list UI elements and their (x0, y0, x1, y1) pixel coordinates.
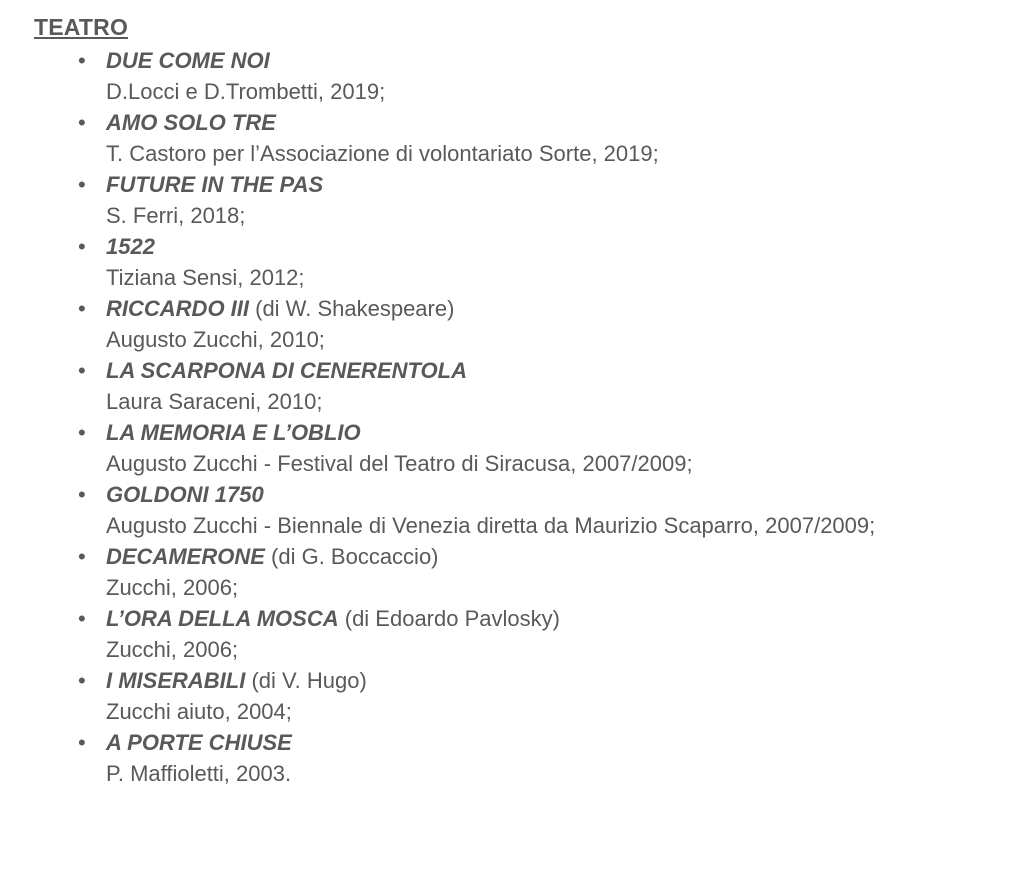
bullet-icon: • (78, 296, 86, 322)
bullet-icon: • (78, 730, 86, 756)
bullet-icon: • (78, 172, 86, 198)
entry-title-line (106, 45, 983, 76)
entry-work-title: A PORTE CHIUSE (106, 730, 292, 756)
list-item (64, 231, 983, 293)
bullet-icon: • (78, 358, 86, 384)
list-item (64, 355, 983, 417)
entry-credit-line: Tiziana Sensi, 2012; (106, 265, 305, 291)
entry-title-line (106, 107, 983, 138)
entry-work-title: RICCARDO III (106, 296, 249, 322)
entry-title-line (106, 169, 983, 200)
entry-author-note: (di W. Shakespeare) (249, 296, 455, 322)
entry-work-title: I MISERABILI (106, 668, 246, 694)
entry-credit-line: Zucchi aiuto, 2004; (106, 699, 292, 725)
list-item (64, 107, 983, 169)
entry-title-line (106, 231, 983, 262)
entry-work-title: DUE COME NOI (106, 48, 270, 74)
page-title: TEATRO (34, 14, 129, 40)
entry-title-line (106, 541, 983, 572)
entry-author-note: (di V. Hugo) (245, 668, 367, 694)
entry-title-line (106, 727, 983, 758)
entry-credit-line: Laura Saraceni, 2010; (106, 389, 323, 415)
list-item (64, 45, 983, 107)
entry-title-line (106, 603, 983, 634)
bullet-icon: • (78, 668, 86, 694)
list-item (64, 417, 983, 479)
entry-title-line (106, 479, 983, 510)
entry-work-title: LA SCARPONA DI CENERENTOLA (106, 358, 467, 384)
bullet-icon: • (78, 482, 86, 508)
entry-work-title: AMO SOLO TRE (106, 110, 276, 136)
entry-credit-line: P. Maffioletti, 2003. (106, 761, 292, 787)
list-item (64, 541, 983, 603)
entry-author-note: (di G. Boccaccio) (264, 544, 439, 570)
entry-credit-line: D.Locci e D.Trombetti, 2019; (106, 79, 386, 105)
entry-credit-line: S. Ferri, 2018; (106, 203, 246, 229)
entry-work-title: 1522 (106, 234, 155, 260)
entry-credit-line: Augusto Zucchi, 2010; (106, 327, 325, 353)
entry-credit-line: Augusto Zucchi - Biennale di Venezia diretta da Maurizio Scaparro, 2007/2009; (106, 513, 876, 539)
entry-credit-line: Zucchi, 2006; (106, 575, 239, 601)
entry-title-line (106, 665, 983, 696)
bullet-icon: • (78, 420, 86, 446)
bullet-icon: • (78, 234, 86, 260)
list-item (64, 479, 983, 541)
bullet-icon: • (78, 110, 86, 136)
entry-work-title: L’ORA DELLA MOSCA (106, 606, 339, 632)
theatre-credits-list (34, 45, 983, 789)
list-item (64, 665, 983, 727)
entry-credit-line: T. Castoro per l’Associazione di volontariato Sorte, 2019; (106, 141, 659, 167)
entry-work-title: LA MEMORIA E L’OBLIO (106, 420, 361, 446)
entry-title-line (106, 417, 983, 448)
list-item (64, 727, 983, 789)
bullet-icon: • (78, 48, 86, 74)
entry-author-note: (di Edoardo Pavlosky) (338, 606, 560, 632)
list-item (64, 293, 983, 355)
entry-title-line (106, 293, 983, 324)
list-item (64, 603, 983, 665)
entry-work-title: FUTURE IN THE PAS (106, 172, 324, 198)
entry-work-title: DECAMERONE (106, 544, 265, 570)
entry-credit-line: Zucchi, 2006; (106, 637, 239, 663)
entry-credit-line: Augusto Zucchi - Festival del Teatro di Siracusa, 2007/2009; (106, 451, 693, 477)
entry-work-title: GOLDONI 1750 (106, 482, 264, 508)
entry-title-line (106, 355, 983, 386)
bullet-icon: • (78, 544, 86, 570)
bullet-icon: • (78, 606, 86, 632)
list-item (64, 169, 983, 231)
